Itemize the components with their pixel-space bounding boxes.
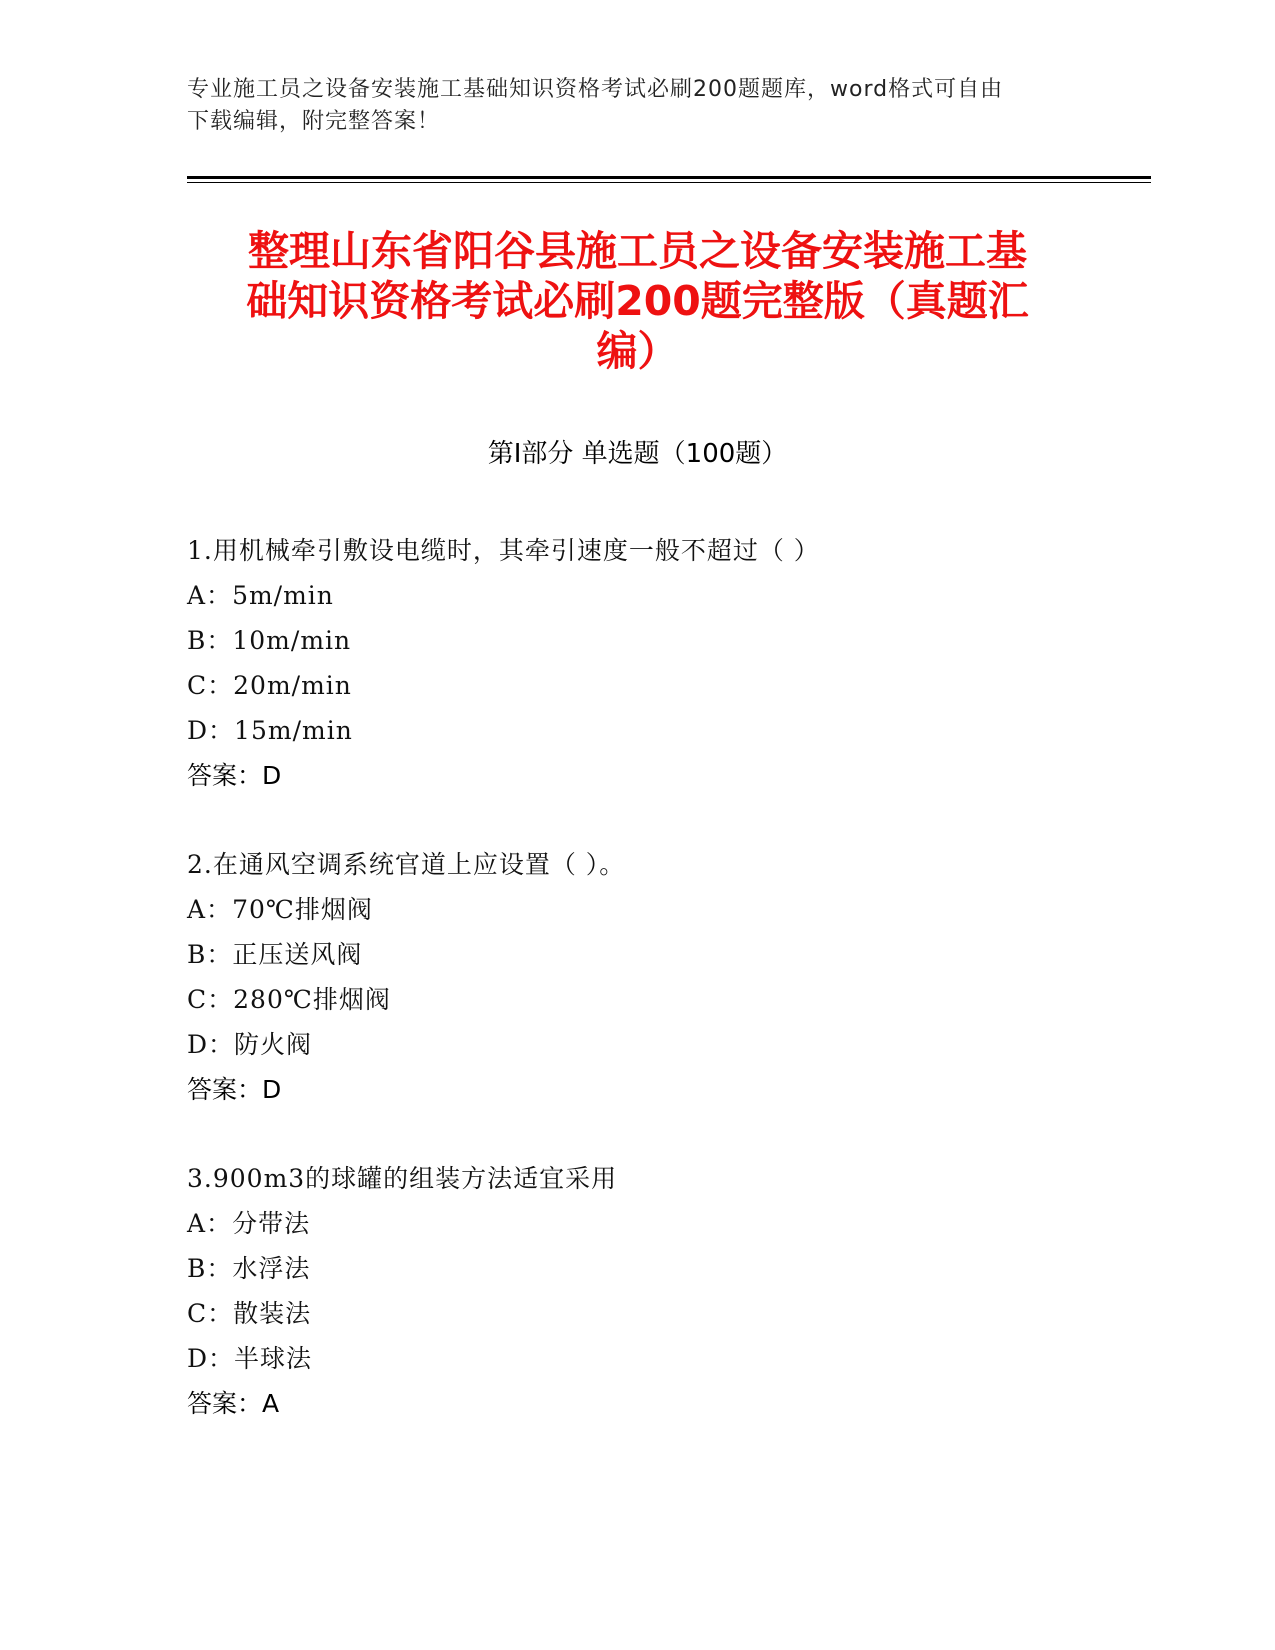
option-letter: A： (187, 581, 233, 610)
header-note-line-1: 专业施工员之设备安装施工基础知识资格考试必刷200题题库，word格式可自由 (187, 77, 1004, 102)
option-letter: C： (187, 985, 234, 1014)
option-text: 分带法 (232, 1209, 311, 1238)
header-note (187, 74, 1087, 138)
option-letter: B： (187, 1254, 233, 1283)
option-c (187, 977, 1087, 1022)
option-b (187, 1246, 1087, 1291)
option-b (187, 932, 1087, 977)
option-a (187, 1201, 1087, 1246)
header-rule-thin (187, 182, 1151, 183)
document-title-line-3: 编） (596, 327, 679, 375)
option-letter: D： (187, 716, 235, 745)
option-text: 半球法 (234, 1344, 313, 1373)
option-d (187, 1336, 1087, 1381)
option-letter: C： (187, 671, 234, 700)
option-letter: B： (187, 626, 233, 655)
question-list (187, 528, 1087, 1470)
document-title (160, 226, 1115, 376)
question-2 (187, 842, 1087, 1112)
option-letter: D： (187, 1344, 235, 1373)
option-c (187, 1291, 1087, 1336)
option-text: 防火阀 (234, 1030, 313, 1059)
option-d (187, 1022, 1087, 1067)
option-text: 水浮法 (232, 1254, 311, 1283)
question-3 (187, 1156, 1087, 1426)
section-heading: 第Ⅰ部分 单选题（100题） (487, 439, 788, 469)
answer-line: 答案：A (187, 1389, 280, 1418)
option-letter: B： (187, 940, 233, 969)
question-1 (187, 528, 1087, 798)
header-note-line-2: 下载编辑，附完整答案！ (187, 109, 441, 134)
option-a (187, 887, 1087, 932)
answer-line: 答案：D (187, 1075, 282, 1104)
question-stem: 2.在通风空调系统官道上应设置（ ）。 (187, 850, 626, 879)
option-text: 正压送风阀 (232, 940, 363, 969)
option-letter: D： (187, 1030, 235, 1059)
option-letter: A： (187, 895, 233, 924)
option-text: 散装法 (233, 1299, 312, 1328)
option-letter: A： (187, 1209, 233, 1238)
option-text: 70℃排烟阀 (232, 895, 373, 924)
option-d (187, 708, 1087, 753)
option-c (187, 663, 1087, 708)
option-text: 10m/min (232, 626, 352, 655)
option-b (187, 618, 1087, 663)
option-text: 5m/min (232, 581, 334, 610)
option-text: 280℃排烟阀 (233, 985, 391, 1014)
document-title-line-2: 础知识资格考试必刷200题完整版（真题汇 (246, 277, 1029, 325)
document-title-line-1: 整理山东省阳谷县施工员之设备安装施工基 (248, 227, 1027, 275)
option-a (187, 573, 1087, 618)
option-letter: C： (187, 1299, 234, 1328)
answer-line: 答案：D (187, 761, 282, 790)
option-text: 15m/min (234, 716, 353, 745)
header-rule-thick (187, 176, 1151, 179)
option-text: 20m/min (233, 671, 352, 700)
question-stem: 1.用机械牵引敷设电缆时，其牵引速度一般不超过（ ） (187, 536, 820, 565)
question-stem: 3.900m3的球罐的组装方法适宜采用 (187, 1164, 618, 1193)
